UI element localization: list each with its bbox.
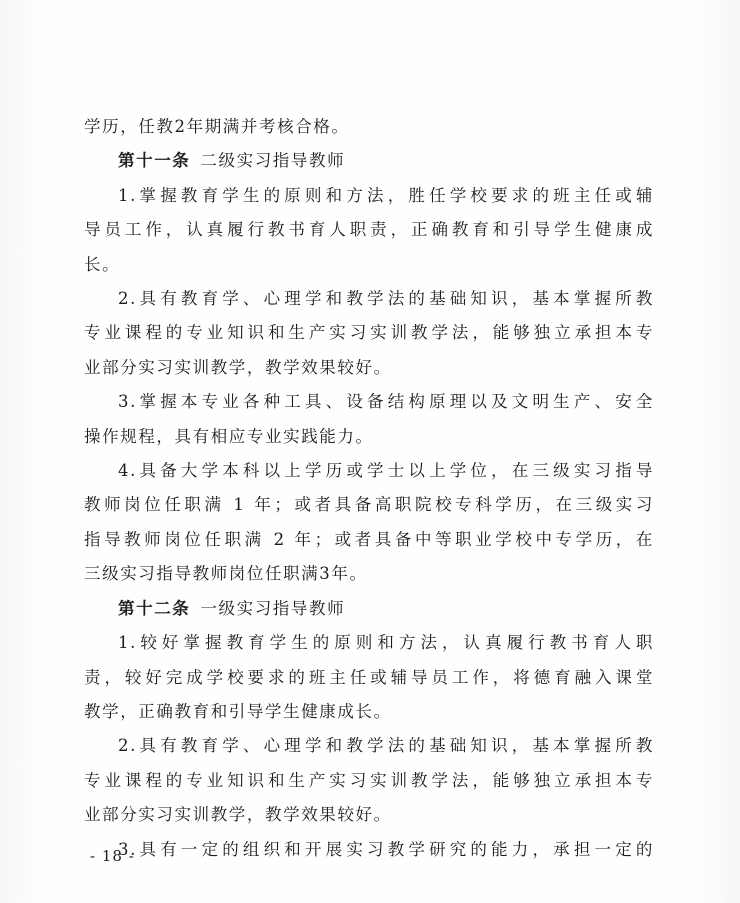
text-line: 业部分实习实训教学，教学效果较好。 bbox=[84, 357, 392, 377]
text-line: 教师岗位任职满 1 年；或者具备高职院校专科学历，在三级实习 bbox=[84, 495, 654, 515]
text-line: 学历，任教2年期满并考核合格。 bbox=[84, 117, 350, 136]
text-line: 责，较好完成学校要求的班主任或辅导员工作，将德育融入课堂 bbox=[84, 667, 654, 687]
text-line: 专业课程的专业知识和生产实习实训教学法，能够独立承担本专 bbox=[84, 770, 654, 790]
text-line: 专业课程的专业知识和生产实习实训教学法，能够独立承担本专 bbox=[84, 323, 654, 343]
text-line: 教学，正确教育和引导学生健康成长。 bbox=[84, 701, 392, 721]
text-line: 导员工作，认真履行教书育人职责，正确教育和引导学生健康成 bbox=[84, 220, 654, 240]
text-line: 2.具有教育学、心理学和教学法的基础知识，基本掌握所教 bbox=[118, 289, 654, 309]
text-line: 业部分实习实训教学，教学效果较好。 bbox=[84, 805, 392, 825]
text-line: 长。 bbox=[84, 254, 121, 274]
text-line: 1.较好掌握教育学生的原则和方法，认真履行教书育人职 bbox=[118, 633, 654, 653]
article-title: 一级实习指导教师 bbox=[200, 598, 346, 618]
text-line: 1.掌握教育学生的原则和方法，胜任学校要求的班主任或辅 bbox=[118, 185, 654, 205]
article-title: 二级实习指导教师 bbox=[200, 151, 346, 171]
page-number: - 18 - bbox=[90, 847, 135, 865]
article-heading-12 bbox=[84, 592, 654, 626]
text-line: 2.具有教育学、心理学和教学法的基础知识，基本掌握所教 bbox=[118, 736, 654, 756]
text-line: 三级实习指导教师岗位任职满3年。 bbox=[84, 564, 368, 584]
article-heading-11 bbox=[84, 144, 654, 178]
article-number: 第十二条 bbox=[118, 598, 191, 618]
text-line: 3.掌握本专业各种工具、设备结构原理以及文明生产、安全 bbox=[118, 392, 654, 412]
text-line: 3.具有一定的组织和开展实习教学研究的能力，承担一定的 bbox=[118, 839, 654, 859]
article-number: 第十一条 bbox=[118, 151, 191, 171]
text-line: 4.具备大学本科以上学历或学士以上学位，在三级实习指导 bbox=[118, 461, 654, 481]
text-line: 指导教师岗位任职满 2 年；或者具备中等职业学校中专学历，在 bbox=[84, 529, 654, 549]
text-line: 操作规程，具有相应专业实践能力。 bbox=[84, 426, 374, 446]
